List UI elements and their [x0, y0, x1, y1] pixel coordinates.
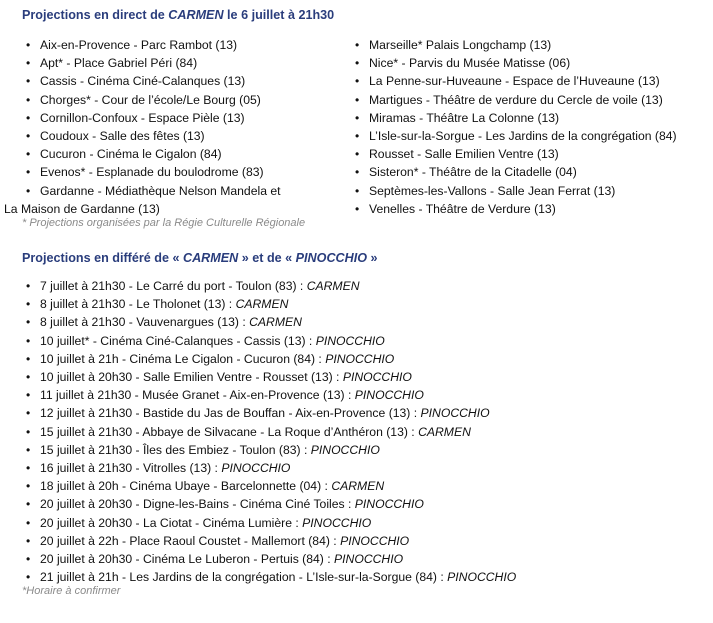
screening-item — [22, 404, 516, 422]
list-item: • La Penne-sur-Huveaune - Espace de l’Huveaune (13) — [351, 72, 677, 90]
screening-details: 10 juillet à 21h - Cinéma Le Cigalon - Cucuron (84) : — [40, 351, 326, 366]
screening-details: 12 juillet à 21h30 - Bastide du Jas de Bouffan - Aix-en-Provence (13) : — [40, 406, 421, 421]
screening-details: 7 juillet à 21h30 - Le Carré du port - Toulon (83) : — [40, 279, 307, 293]
live-venues-left — [4, 36, 281, 218]
list-item: • Miramas - Théâtre La Colonne (13) — [351, 109, 677, 127]
screening-film: PINOCCHIO — [342, 370, 412, 385]
screening-details: 20 juillet à 20h30 - Digne-les-Bains - Cinéma Ciné Toiles : — [40, 497, 355, 512]
screening-item — [22, 386, 516, 404]
screening-film: PINOCCHIO — [221, 461, 291, 476]
screening-film: CARMEN — [418, 424, 471, 439]
screening-film: PINOCCHIO — [354, 497, 424, 512]
screening-details: 11 juillet à 21h30 - Musée Granet - Aix-en-Provence (13) : — [40, 388, 355, 403]
list-item: La Maison de Gardanne (13) — [4, 201, 160, 216]
screening-details: 15 juillet à 21h30 - Îles des Embiez - Toulon (83) : — [40, 442, 311, 457]
list-item: • Chorges* - Cour de l’école/Le Bourg (05) — [22, 91, 281, 109]
section-deferred-heading: Projections en différé de « CARMEN » et de « PINOCCHIO » — [22, 251, 378, 265]
screening-item — [22, 477, 516, 495]
list-item: • Venelles - Théâtre de Verdure (13) — [351, 200, 677, 218]
screening-details: 10 juillet* - Cinéma Ciné-Calanques - Cassis (13) : — [40, 333, 316, 348]
screening-item — [22, 295, 516, 313]
screening-details: 8 juillet à 21h30 - Vauvenargues (13) : — [40, 315, 250, 330]
screening-item — [22, 423, 516, 441]
section-live-heading: Projections en direct de CARMEN le 6 juillet à 21h30 — [22, 8, 335, 22]
screening-details: 8 juillet à 21h30 - Le Tholonet (13) : — [40, 297, 236, 312]
screening-film: PINOCCHIO — [447, 570, 517, 585]
list-item: • Gardanne - Médiathèque Nelson Mandela et — [22, 182, 281, 200]
list-item: • Sisteron* - Théâtre de la Citadelle (04) — [351, 163, 677, 181]
screening-details: 15 juillet à 21h30 - Abbaye de Silvacane - La Roque d’Anthéron (13) : — [40, 424, 419, 439]
screening-details: 20 juillet à 22h - Place Raoul Coustet - Mallemort (84) : — [40, 533, 341, 548]
list-item: • L’Isle-sur-la-Sorgue - Les Jardins de la congrégation (84) — [351, 127, 677, 145]
list-item: • Coudoux - Salle des fêtes (13) — [22, 127, 281, 145]
screening-film: PINOCCHIO — [302, 515, 372, 530]
screening-item — [22, 332, 516, 350]
screening-item — [22, 350, 516, 368]
list-item: • Cornillon-Confoux - Espace Pièle (13) — [22, 109, 281, 127]
deferred-footnote: *Horaire à confirmer — [22, 585, 121, 597]
screening-details: 16 juillet à 21h30 - Vitrolles (13) : — [40, 461, 222, 476]
list-item: • Evenos* - Esplanade du boulodrome (83) — [22, 163, 281, 181]
screening-item — [22, 313, 516, 331]
screening-details: 10 juillet à 20h30 - Salle Emilien Ventre - Rousset (13) : — [40, 370, 343, 385]
list-item: • Nice* - Parvis du Musée Matisse (06) — [351, 54, 677, 72]
list-item: • Aix-en-Provence - Parc Rambot (13) — [22, 36, 281, 54]
list-item: • Septèmes-les-Vallons - Salle Jean Ferrat (13) — [351, 182, 677, 200]
screening-film: CARMEN — [235, 297, 289, 312]
screening-film: CARMEN — [331, 479, 385, 494]
screening-film: CARMEN — [249, 315, 302, 330]
screening-item — [22, 441, 516, 459]
screening-item — [22, 514, 516, 532]
screening-film: PINOCCHIO — [334, 552, 404, 567]
screening-details: 20 juillet à 20h30 - La Ciotat - Cinéma Lumière : — [40, 515, 303, 530]
deferred-screenings-list — [22, 277, 516, 586]
screening-film: PINOCCHIO — [420, 406, 490, 421]
screening-item — [22, 368, 516, 386]
screening-item — [22, 532, 516, 550]
screening-film: PINOCCHIO — [354, 388, 424, 403]
screening-details: 21 juillet à 21h - Les Jardins de la congrégation - L’Isle-sur-la-Sorgue (84) : — [40, 570, 448, 585]
live-venues-right — [351, 36, 677, 218]
screening-details: 18 juillet à 20h - Cinéma Ubaye - Barcelonnette (04) : — [40, 479, 332, 494]
screening-film: PINOCCHIO — [325, 351, 395, 366]
screening-item — [22, 495, 516, 513]
screening-details: 20 juillet à 20h30 - Cinéma Le Luberon - Pertuis (84) : — [40, 552, 335, 567]
screening-film: PINOCCHIO — [310, 442, 380, 457]
screening-film: PINOCCHIO — [340, 533, 410, 548]
list-item: • Rousset - Salle Emilien Ventre (13) — [351, 145, 677, 163]
live-footnote: * Projections organisées par la Régie Culturelle Régionale — [22, 217, 306, 229]
screening-film: PINOCCHIO — [315, 333, 385, 348]
list-item: • Marseille* Palais Longchamp (13) — [351, 36, 677, 54]
screening-item — [22, 568, 516, 586]
list-item: • Cassis - Cinéma Ciné-Calanques (13) — [22, 72, 281, 90]
screening-item — [22, 459, 516, 477]
screening-item — [22, 550, 516, 568]
screening-film: CARMEN — [306, 279, 360, 293]
list-item: • Martigues - Théâtre de verdure du Cercle de voile (13) — [351, 91, 677, 109]
list-item: • Cucuron - Cinéma le Cigalon (84) — [22, 145, 281, 163]
screening-item — [22, 277, 516, 295]
list-item: • Apt* - Place Gabriel Péri (84) — [22, 54, 281, 72]
